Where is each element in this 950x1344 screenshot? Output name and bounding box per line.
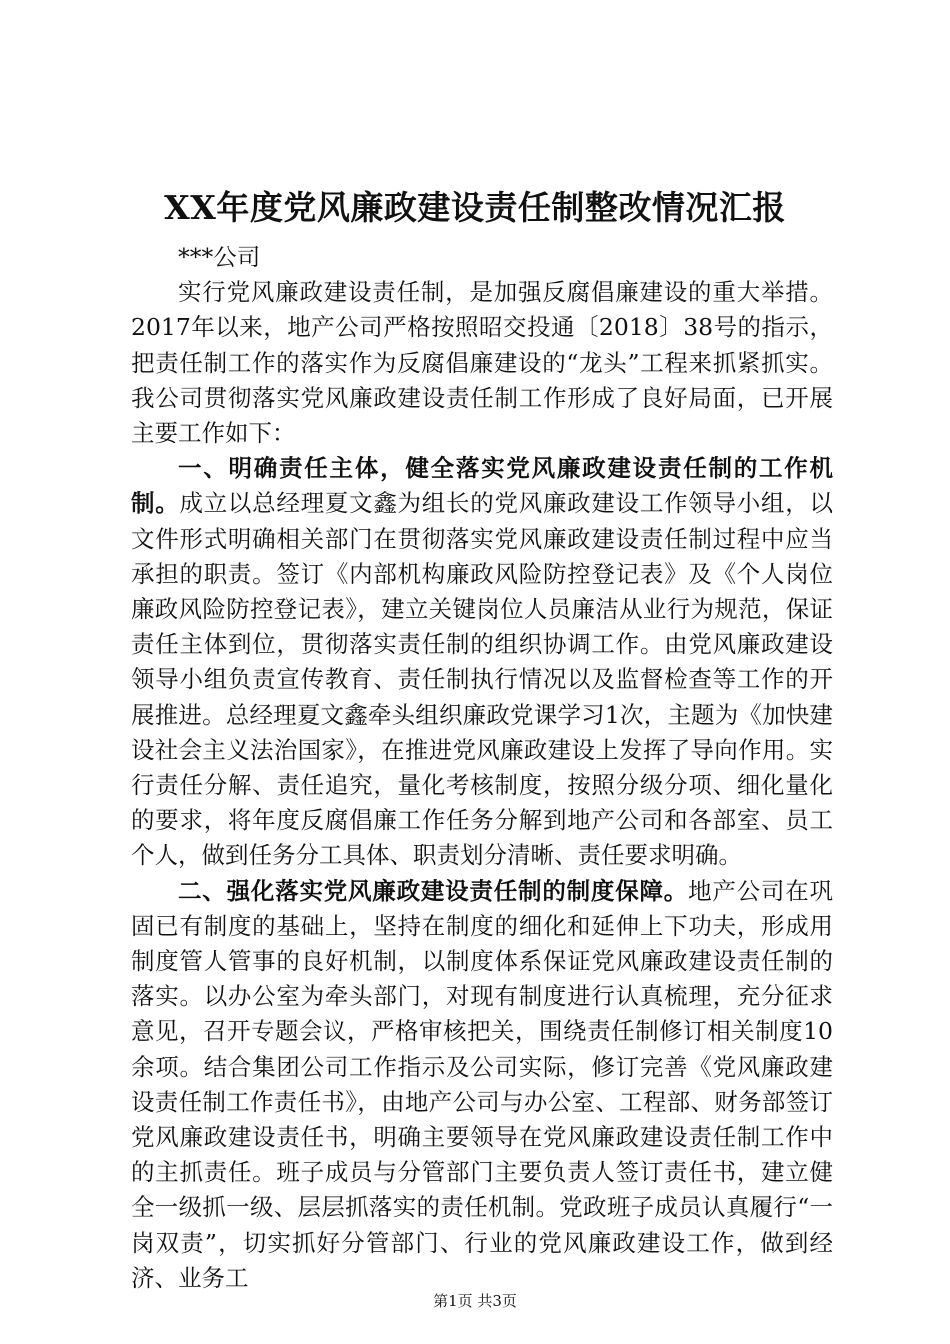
section-2-body: 地产公司在巩固已有制度的基础上，坚持在制度的细化和延伸上下功夫，形成用制度管人管事的良好机制，以制度体系保证党风廉政建设责任制的落实。以办公室为牵头部门，对现有制度进行认真梳理，充分征求意见，召开专题会议，严格审核把关，围绕责任制修订相关制度10余项。结合集团公司工作指示及公司实际，修订完善《党风廉政建设责任制工作责任书》，由地产公司与办公室、工程部、财务部签订党风廉政建设责任书，明确主要领导在党风廉政建设责任制工作中的主抓责任。班子成员与分管部门主要负责人签订责任书，建立健全一级抓一级、层层抓落实的责任机制。党政班子成员认真履行“一岗双责”，切实抓好分管部门、行业的党风廉政建设工作，做到经济、业务工 [131, 876, 834, 1292]
section-1-paragraph [131, 451, 833, 873]
document-body [131, 240, 833, 1296]
section-1-heading: 一、明确责任主体，健全落实党风廉政建设责任制的工作机制。 [131, 454, 833, 518]
intro-paragraph: 实行党风廉政建设责任制，是加强反腐倡廉建设的重大举措。2017年以来，地产公司严格按照昭交投通〔2018〕38号的指示，把责任制工作的落实作为反腐倡廉建设的“龙头”工程来抓紧抓实。我公司贯彻落实党风廉政建设责任制工作形成了良好局面，已开展主要工作如下： [131, 278, 833, 448]
section-2-heading: 二、强化落实党风廉政建设责任制的制度保障。 [178, 876, 689, 905]
author-line: ***公司 [178, 243, 261, 271]
section-2-paragraph [131, 874, 833, 1296]
section-1-body: 成立以总经理夏文鑫为组长的党风廉政建设工作领导小组，以文件形式明确相关部门在贯彻落实党风廉政建设责任制过程中应当承担的职责。签订《内部机构廉政风险防控登记表》及《个人岗位廉政风险防控登记表》，建立关键岗位人员廉洁从业行为规范，保证责任主体到位，贯彻落实责任制的组织协调工作。由党风廉政建设领导小组负责宣传教育、责任制执行情况以及监督检查等工作的开展推进。总经理夏文鑫牵头组织廉政党课学习1次，主题为《加快建设社会主义法治国家》，在推进党风廉政建设上发挥了导向作用。实行责任分解、责任追究，量化考核制度，按照分级分项、细化量化的要求，将年度反腐倡廉工作任务分解到地产公司和各部室、员工个人，做到任务分工具体、职责划分清晰、责任要求明确。 [131, 489, 834, 870]
page-footer: 第1页 共3页 [433, 1292, 517, 1310]
document-title: XX年度党风廉政建设责任制整改情况汇报 [164, 188, 786, 227]
